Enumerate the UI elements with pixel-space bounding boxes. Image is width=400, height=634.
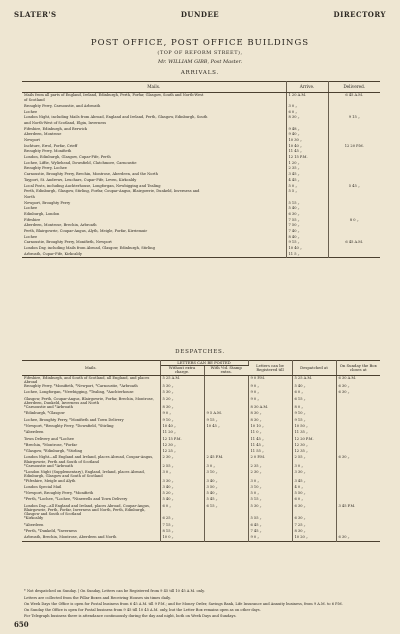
despatched-at: 6 30 „ [292,504,336,517]
posted-with-half-stamp [204,535,248,541]
despatch-route: *Fifeshire, Meigle and Alyth [22,479,160,485]
posted-with-half-stamp: 5 45 „ [204,497,248,503]
page-title: POST OFFICE, POST OFFICE BUILDINGS [90,38,310,48]
arrival-time: 9 40 „ [286,132,328,138]
arrival-time: 9 15 „ [286,240,328,246]
registered-till: 9 0 „ [248,384,292,390]
posted-with-half-stamp: 6 15 „ [204,504,248,517]
arrival-route: London, Edinburgh, Glasgow, Cupar-Fife, Perth [22,155,286,161]
delivery-time: 5 45 „ [348,183,360,188]
arrival-time: 7 50 „ [286,223,328,229]
posted-without-charge: 5 30 „ [160,390,204,396]
registered-till: 11 45 „ [248,437,292,443]
posted-without-charge: 12 15 P.M. [160,437,204,443]
posted-with-half-stamp: 3 10 „ [204,470,248,478]
posted-without-charge: 7 15 „ [160,523,204,529]
despatched-at: 10 20 „ [292,535,336,541]
registered-till: 8 30 „ [248,411,292,417]
note-collections: Letters are collected from the Pillar Boxes and Receiving Houses six times daily. [24,596,171,600]
arrival-time: 9 48 „ [286,127,328,133]
posted-without-charge: 3 30 „ [160,479,204,485]
note-sunday: On Sunday the Office is open for Postal business from 9 45 till 10 45 A.M. only, but the Letter Box remains open as on other days. [24,608,261,612]
delivery-time: 6 45 A.M. [345,240,364,245]
arrival-route: Broughty Ferry, Monifieth [22,149,286,155]
posted-with-half-stamp: 2 45 P.M. [204,455,248,463]
registered-till: 2 30 „ [248,470,292,478]
arrival-route: of Scotland [22,98,286,104]
arrival-time: 5 0 „ [286,184,328,190]
despatched-at: 9 10 „ [292,411,336,417]
despatched-at: 8 30 „ [292,529,336,535]
arrival-route: Perth, Blairgowrie, Coupar-Angus, Alyth, Meigle, Forfar, Kirriemuir [22,229,286,235]
posted-without-charge: 6 25 „ [160,516,204,522]
despatch-route: *Glasgow, *Edinburgh, *Stirling [22,449,160,455]
despatches-col-group: LETTERS CAN BE POSTED [160,361,248,366]
arrival-time: 1 20 „ [286,161,328,167]
registered-till: 11 55 „ [248,449,292,455]
arrival-route: Lochee [22,110,286,116]
posted-without-charge: 3 0 „ [160,470,204,478]
despatch-route: Lochee, Broughty Ferry, *Monifieth and Town Delivery [22,418,160,424]
delivery-time [328,252,380,258]
posted-without-charge: 9 0 „ [160,411,204,417]
posted-without-charge: 10 0 „ [160,535,204,541]
despatched-at: 3 30 „ [292,470,336,478]
arrival-time: 7 40 „ [286,229,328,235]
despatched-at: 6 15 „ [292,397,336,405]
arrival-route: Inchture, Errol, Forfar, Crieff [22,144,286,150]
arrival-time: 6 0 „ [286,110,328,116]
arrival-time: 3 0 „ [286,104,328,110]
arrival-route: Tayport, St. Andrews, Leuchars, Cupar-Fife, Leven, Kirkcaldy [22,178,286,184]
despatch-route: London Special Mail [22,485,160,491]
posted-without-charge: 5 30 „ [160,384,204,390]
registered-till: 3 0 „ [248,479,292,485]
despatches-heading: DESPATCHES. [175,349,225,355]
despatch-route: London Night—all England and Ireland, places Abroad, Coupar-Angus, Blairgowrie, Perth and South of Scotland [22,455,160,463]
posted-without-charge: 10 40 „ [160,424,204,430]
delivery-time: 6 45 A.M. [345,93,364,97]
arrivals-heading: ARRIVALS. [180,70,220,76]
despatched-at: 6 30 „ [292,516,336,522]
registered-till: 5 55 „ [248,516,292,522]
running-head-right: DIRECTORY [333,10,386,19]
despatches-col-with-half: With ½d. Stamp extra. [204,366,248,375]
arrival-time: 5 15 „ [286,201,328,207]
posted-without-charge: 9 10 „ [160,418,204,424]
registered-till: 5 30 „ [248,504,292,517]
note-week-days: On Week Days the Office is open for Postal business from 6 45 A.M. till 9 P.M.; and for Money Order, Savings Bank, Life Insurance and Annuity business, from 9 A.M. to 6 P.M. [24,602,343,606]
table-row [22,397,380,405]
despatched-at: 6 0 „ [292,497,336,503]
posted-with-half-stamp: 9 15 „ [204,418,248,424]
arrival-route: Lochee, Liffie, Wyliehead, Downfield, Clatchmore, Carnoustie [22,161,286,167]
despatched-at: 10 50 „ [292,424,336,430]
despatched-at: 5 40 „ [292,384,336,390]
despatched-at: 7 25 „ [292,523,336,529]
despatched-at: 3 45 „ [292,479,336,485]
arrival-route: Newport [22,138,286,144]
despatches-col-mails: Mails. [22,361,160,376]
posted-without-charge: 2 55 „ [160,464,204,470]
despatched-at: 8 0 „ [292,405,336,411]
arrival-route: Aberdeen, Montrose, Brechin, Arbroath [22,223,286,229]
posted-with-half-stamp [204,397,248,405]
registered-till: 11 45 „ [248,443,292,449]
arrival-time: 12 15 P.M. [286,155,328,161]
despatch-route: Arbroath, Brechin, Montrose, Aberdeen and North [22,535,160,541]
despatches-col-sunday: On Sunday the Box closes at [336,361,380,376]
posted-without-charge: 5 20 „ [160,397,204,405]
despatch-route: *Brechin, *Montrose, *Forfar [22,443,160,449]
arrival-time: 10 40 „ [286,144,328,150]
sunday-box-closes [336,397,380,405]
registered-till: 9 0 „ [248,390,292,396]
despatched-at: 12 35 „ [292,449,336,455]
delivery-time: 8 0 „ [349,217,359,222]
registered-till: 6 45 „ [248,523,292,529]
arrival-route: Fifeshire [22,218,286,224]
running-head-center: DUNDEE [180,10,220,19]
despatch-route: *Aberdeen [22,523,160,529]
posted-without-charge: 11 20 „ [160,430,204,436]
despatch-route: *Aberdeen [22,430,160,436]
despatch-route: *Carnoustie and *Arbroath [22,405,160,411]
despatches-col-despatched: Despatched at [292,361,336,376]
arrival-time: 8 40 „ [286,235,328,241]
sunday-box-closes: 6 30 „ [338,535,350,540]
posted-with-half-stamp [204,375,248,384]
despatched-at: 6 0 „ [292,390,336,396]
sunday-box-closes: 3 45 P.M. [338,503,356,508]
despatch-route: Glasgow, Perth, Coupar-Angus, Blairgowrie, Forfar, Brechin, Montrose, Aberdeen, Dunkeld, Inverness and North [22,397,160,405]
arrival-route: Local Posts, including Auchterhouse, Longforgan, Newbigging and Tealing [22,184,286,190]
arrivals-table [22,81,380,258]
arrival-route: Mails from all parts of England, Ireland, Edinburgh, Perth, Forfar, Glasgow, South and North-West [22,93,286,99]
posted-with-half-stamp: 3 40 „ [204,479,248,485]
arrival-time: 11 5 „ [286,252,328,258]
posted-with-half-stamp: 3 50 „ [204,485,248,491]
post-master-line: Mr. WILLIAM GIBB, Post Master. [157,59,243,65]
table-row [22,470,380,478]
posted-without-charge: 5 40 „ [160,497,204,503]
table-row [22,504,380,517]
despatched-at: 5 25 A.M. [292,375,336,384]
posted-without-charge: 3 40 „ [160,485,204,491]
despatch-route: *Perth, *Lochee, *Lochee, *Ninewells and Town Delivery [22,497,160,503]
registered-till: 5 15 „ [248,497,292,503]
footnote: * Not despatched on Sunday. | On Sunday, Letters can be Registered from 9 45 till 10 45 A.M. only. [24,589,205,593]
note-telegraph: For Telegraph business there is attendance continuously during the day and night, both on Week Days and Sundays. [24,614,237,618]
arrival-route: London Day, including Mails from Abroad, Glasgow, Edinburgh, Stirling [22,246,286,252]
despatches-col-registered: Letters can be Registered till [248,361,292,376]
sunday-box-closes: 6 30 „ [338,384,350,389]
table-row [22,375,380,384]
running-head [14,10,386,20]
table-row [22,455,380,463]
arrivals-rows [22,93,380,258]
registered-till: 9 0 „ [248,535,292,541]
posted-with-half-stamp: 3 0 „ [204,464,248,470]
despatch-route: *Carnoustie and *Arbroath [22,464,160,470]
despatches-table [22,360,380,542]
posted-with-half-stamp: 5 40 „ [204,491,248,497]
posted-with-half-stamp: 9 5 A.M. [204,411,248,417]
arrival-route: Edinburgh, London [22,212,286,218]
despatch-route: *Perth, *Dunkeld, *Inverness [22,529,160,535]
arrival-route: Broughty Ferry, Lochee [22,166,286,172]
registered-till: 9 0 P.M. [248,375,292,384]
despatch-route: *Edinburgh, *Glasgow [22,411,160,417]
despatches-rows [22,375,380,541]
despatch-route: Lochee, Longforgan, *Newbigging, *Tealing, *Auchterhouse [22,390,160,396]
registered-till: 10 10 „ [248,424,292,430]
registered-till: 11 0 „ [248,430,292,436]
despatches-col-without: Without extra charge. [160,366,204,375]
arrival-route: Carnoustie, Broughty Ferry, Monifieth, Newport [22,240,286,246]
arrival-route: North [22,195,286,201]
arrival-route: Fifeshire, Edinburgh, and Berwick [22,127,286,133]
arrival-time: 5 5 „ [286,189,328,195]
arrivals-col-delivered: Delivered. [328,82,380,93]
posted-without-charge: 12 25 „ [160,449,204,455]
posted-without-charge: 2 30 „ [160,455,204,463]
arrival-route: Aberdeen, Montrose [22,132,286,138]
arrival-route: Perth, Edinburgh, Glasgow, Stirling, Forfar, Coupar-Angus, Blairgowrie, Dunkeld, Inverness and [22,189,286,195]
posted-without-charge: 8 15 „ [160,529,204,535]
delivery-time: 9 15 „ [348,115,360,120]
registered-till: 9 0 „ [248,397,292,405]
arrival-route: Newport, Broughty Ferry [22,201,286,207]
registered-till: 3 10 „ [248,485,292,491]
delivery-time: 12 20 P.M. [344,143,364,148]
registered-till: 2 0 P.M. [248,455,292,463]
despatch-route: *London Night (Supplementary), England, Ireland, places Abroad, Edinburgh, Glasgow and South of Scotland [22,470,160,478]
posted-with-half-stamp: 10 45 „ [204,424,248,430]
sunday-box-closes: 6 30 „ [338,390,350,395]
page-number: 650 [14,620,29,629]
arrival-route: and North-West of Scotland, Elgin, Inverness [22,121,286,127]
despatched-at: 12 30 „ [292,443,336,449]
arrival-time: 2 35 „ [286,166,328,172]
despatched-at: 2 55 „ [292,455,336,463]
table-row [22,535,380,541]
arrival-route: Broughty Ferry, Carnoustie, and Arbroath [22,104,286,110]
posted-without-charge: 6 0 „ [160,504,204,517]
posted-without-charge: 8 30 „ [160,405,204,411]
table-row [22,252,380,258]
arrival-time: 4 45 „ [286,178,328,184]
despatched-at: 9 15 „ [292,418,336,424]
sunday-box-closes: 6 30 „ [338,455,350,460]
running-head-left: SLATER'S [14,10,57,19]
despatched-at: 3 0 „ [292,464,336,470]
registered-till: 5 0 „ [248,491,292,497]
despatch-route: *Newport, *Broughty Ferry, *Downfield, *Stirling [22,424,160,430]
arrivals-col-mails: Mails. [22,82,286,93]
arrival-time: 7 55 „ [286,218,328,224]
registered-till: 8 30 A.M. [248,405,292,411]
arrival-route: London Night, including Mails from Abroad, England and Ireland, Perth, Glasgow, Edinburgh, South [22,115,286,121]
arrival-time: 5 40 „ [286,206,328,212]
sunday-box-closes [336,470,380,478]
arrival-time: 6 30 „ [286,212,328,218]
sunday-box-closes: 6 30 A.M. [338,375,357,380]
posted-without-charge: 12 30 „ [160,443,204,449]
despatched-at: 4 0 „ [292,485,336,491]
arrival-route: Carnoustie, Broughty Ferry, Brechin, Montrose, Aberdeen, and the North [22,172,286,178]
arrival-route: Lochee [22,235,286,241]
despatch-route: Fifeshire, Edinburgh, and South of Scotland, all England, and places Abroad [22,375,160,384]
arrival-route: Arbroath, Cupar-Fife, Kirkcaldy [22,252,286,258]
despatch-route: Broughty Ferry, *Monifieth, *Newport, *Carnoustie, *Arbroath [22,384,160,390]
arrival-time: 1 20 A.M. [286,93,328,99]
arrival-route: Lochee [22,206,286,212]
arrival-time: 8 30 „ [286,115,328,121]
registered-till: 2 35 „ [248,464,292,470]
despatch-route: *Kirkcaldy [22,516,160,522]
arrival-time: 11 45 „ [286,149,328,155]
arrival-time: 10 30 „ [286,138,328,144]
despatched-at: 11 35 „ [292,430,336,436]
arrival-time: 10 40 „ [286,246,328,252]
despatch-route: *Newport, Broughty Ferry, *Monifieth [22,491,160,497]
posted-without-charge: 5 25 A.M. [160,375,204,384]
despatched-at: 12 20 P.M. [292,437,336,443]
registered-till: 8 30 „ [248,418,292,424]
arrival-time: 3 45 „ [286,172,328,178]
registered-till: 7 45 „ [248,529,292,535]
arrivals-col-arrive: Arrive. [286,82,328,93]
posted-without-charge: 5 20 „ [160,491,204,497]
despatch-route: Town Delivery and *Lochee [22,437,160,443]
despatched-at: 5 50 „ [292,491,336,497]
page-subtitle: (TOP OF REFORM STREET), [157,50,243,56]
despatch-route: London Day—all England and Ireland, places Abroad, Coupar-Angus, Blairgowrie, Perth, Forfar, Inverness and North, Perth, Edinburgh, Glasgow and South of Scotland [22,504,160,517]
